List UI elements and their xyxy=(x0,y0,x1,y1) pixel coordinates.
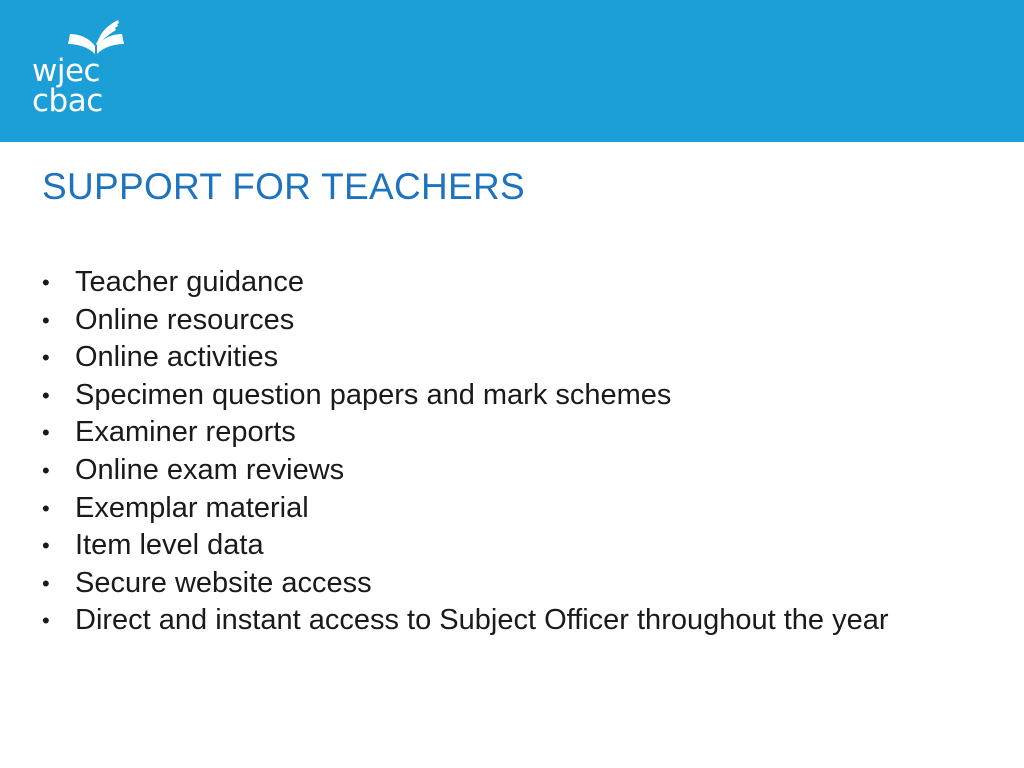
bullet-dot-icon: • xyxy=(42,570,50,596)
bullet-item xyxy=(42,414,942,452)
bullet-dot-icon: • xyxy=(42,495,50,521)
bullet-text: Examiner reports xyxy=(75,416,296,449)
bullet-dot-icon: • xyxy=(42,345,50,371)
logo-line-cbac: cbac xyxy=(32,83,103,119)
bullet-list xyxy=(42,264,942,640)
bullet-text: Specimen question papers and mark schemes xyxy=(75,378,672,411)
bullet-item xyxy=(42,490,942,528)
bullet-dot-icon: • xyxy=(42,270,50,295)
bullet-item xyxy=(42,264,942,302)
bullet-item xyxy=(42,527,942,565)
slide-title: SUPPORT FOR TEACHERS xyxy=(42,166,525,207)
bullet-dot-icon: • xyxy=(42,420,50,446)
bullet-item xyxy=(42,452,942,490)
bullet-dot-icon: • xyxy=(42,382,50,408)
wjec-cbac-logo xyxy=(32,20,128,120)
bullet-item xyxy=(42,602,942,640)
logo-line-wjec: wjec xyxy=(32,53,101,89)
bullet-dot-icon: • xyxy=(42,533,50,559)
bullet-dot-icon: • xyxy=(42,608,50,634)
header-band xyxy=(0,0,1024,142)
logo-wordmark xyxy=(32,53,103,119)
open-book-icon xyxy=(66,20,126,56)
bullet-text: Online activities xyxy=(75,341,279,374)
bullet-text: Online resources xyxy=(75,303,295,336)
bullet-item xyxy=(42,339,942,377)
bullet-text: Item level data xyxy=(75,529,264,562)
bullet-dot-icon: • xyxy=(42,457,50,483)
bullet-text: Teacher guidance xyxy=(75,266,304,298)
bullet-text: Online exam reviews xyxy=(75,453,345,486)
bullet-dot-icon: • xyxy=(42,307,50,333)
bullet-item xyxy=(42,565,942,603)
bullet-text: Exemplar material xyxy=(75,491,309,524)
bullet-text: Secure website access xyxy=(75,566,372,599)
bullet-item xyxy=(42,377,942,415)
bullet-item xyxy=(42,302,942,340)
bullet-text: Direct and instant access to Subject Officer throughout the year xyxy=(75,604,889,637)
